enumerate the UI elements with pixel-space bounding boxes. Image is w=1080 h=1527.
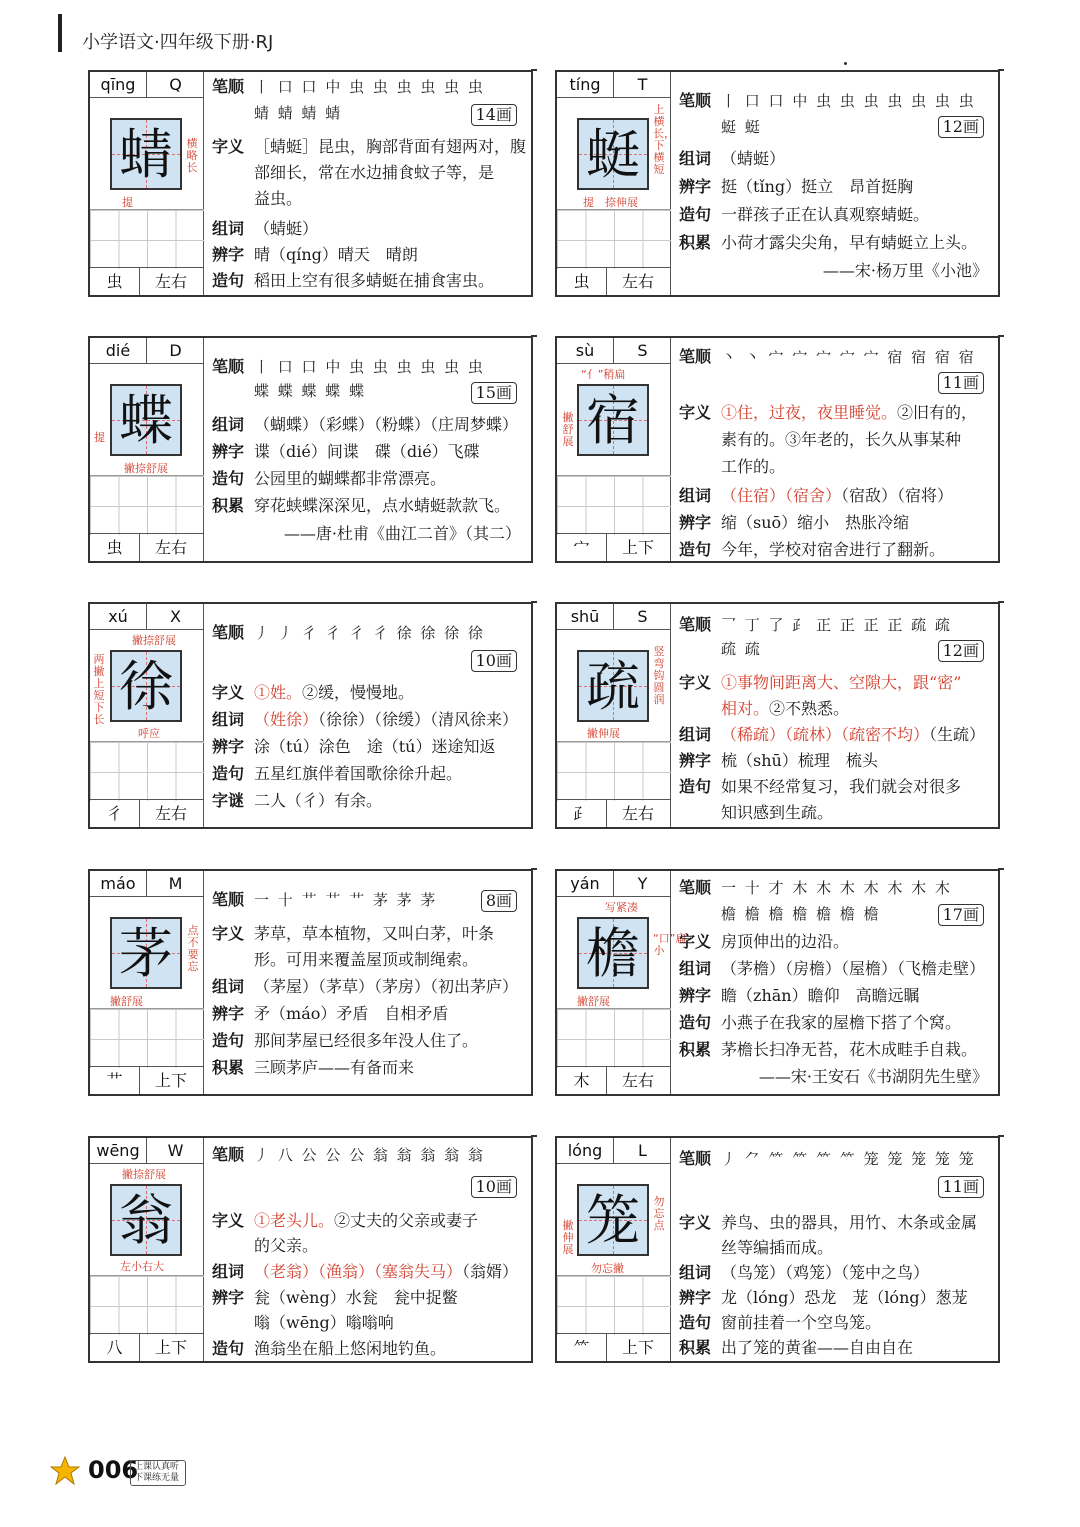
writing-tip: 左小右大 [120, 1260, 164, 1273]
strokes-label: 笔顺 [212, 890, 245, 909]
card-left-panel [557, 871, 687, 1094]
distinguish-label: 辨字 [679, 1288, 712, 1307]
writing-tip: 呼应 [138, 727, 160, 740]
meaning-cont: 益虫。 [254, 189, 303, 208]
character-box [577, 384, 649, 456]
stroke-count: 12画 [938, 640, 984, 662]
card-right-panel [204, 338, 531, 561]
distinguish: 梳（shū）梳理 梳头 [721, 751, 878, 770]
initial-letter: L [638, 1141, 647, 1160]
meaning-label: 字义 [679, 403, 712, 422]
words-label: 组词 [679, 149, 712, 168]
slogan-line: 下课练无量 [134, 1473, 180, 1483]
meaning-label: 字义 [212, 137, 245, 156]
words-label: 组词 [212, 415, 245, 434]
meaning-cont: 工作的。 [721, 457, 786, 476]
practice-grid [557, 209, 671, 269]
stroke-order: 丿 八 公 公 公 翁 翁 翁 翁 翁 [254, 1146, 485, 1164]
character-box [110, 917, 182, 989]
card-right-panel [204, 871, 531, 1094]
words-label: 组词 [679, 486, 712, 505]
words: （鸟笼）（鸡笼）（笼中之鸟） [721, 1263, 930, 1282]
card-right-panel [671, 72, 998, 295]
main-character: 翁 [119, 1189, 173, 1252]
pinyin-row [90, 72, 204, 98]
radical-structure-row [557, 533, 671, 561]
writing-tip: 撇伸展 [587, 727, 620, 740]
char-card-qing [88, 70, 533, 297]
words-highlight: （住宿）（宿舍） [721, 486, 842, 505]
meaning-label: 字义 [212, 683, 245, 702]
distinguish-cont: 嗡（wēng）嗡嗡响 [254, 1313, 394, 1332]
stroke-order: 丨 口 口 中 虫 虫 虫 虫 虫 虫 虫 [721, 92, 976, 110]
stroke-order: 一 十 才 木 木 木 木 木 木 木 [721, 879, 952, 897]
practice-grid [557, 475, 671, 535]
accumulate: 小荷才露尖尖角，早有蜻蜓立上头。 [721, 233, 978, 252]
character-box [110, 384, 182, 456]
radical-structure-row [90, 267, 204, 295]
radical: 木 [557, 1067, 607, 1094]
writing-tip: 撇舒展 [562, 411, 574, 448]
pinyin-row [557, 1138, 671, 1164]
strokes-label: 笔顺 [679, 1149, 712, 1168]
pinyin-row [557, 604, 671, 630]
accumulate-label: 积累 [679, 1338, 712, 1357]
char-card-su [555, 336, 1000, 563]
pinyin-row [90, 338, 204, 364]
words-label: 组词 [679, 725, 712, 744]
radical-structure-row [90, 1066, 204, 1094]
stroke-order-cont: 蜓 蜓 [721, 118, 762, 136]
source: ——宋·杨万里《小池》 [822, 261, 988, 280]
meaning-label: 字义 [679, 932, 712, 951]
distinguish-label: 辨字 [679, 513, 712, 532]
character-box [110, 118, 182, 190]
stroke-count: 15画 [471, 382, 517, 404]
distinguish: 缩（suō）缩小 热胀冷缩 [721, 513, 910, 532]
card-right-panel [671, 1138, 998, 1361]
radical-structure-row [90, 533, 204, 561]
writing-tip: 勿忘撇 [591, 1262, 624, 1275]
sentence: 那间茅屋已经很多年没人住了。 [254, 1031, 479, 1050]
practice-grid [557, 741, 671, 801]
practice-grid [557, 1275, 671, 1335]
writing-tip: 撇伸展 [562, 1219, 574, 1256]
writing-tip: 竖弯钩圆润 [653, 645, 665, 706]
words-label: 组词 [212, 710, 245, 729]
sentence-label: 造句 [679, 540, 712, 559]
meaning-cont: 素有的。③年老的，长久从事某种 [721, 430, 962, 449]
radical-structure-row [557, 1333, 671, 1361]
stroke-order: 一 十 艹 艹 艹 茅 茅 茅 [254, 891, 438, 909]
pinyin: lóng [557, 1138, 614, 1164]
meaning: ②不熟悉。 [769, 699, 850, 718]
meaning-label: 字义 [212, 1211, 245, 1230]
accumulate-label: 积累 [212, 1058, 245, 1077]
strokes-label: 笔顺 [212, 623, 245, 642]
writing-tip: 撇舒展 [110, 995, 143, 1008]
card-right-panel [204, 1138, 531, 1361]
writing-tip: 写紧凑 [605, 901, 638, 914]
radical: 虫 [90, 534, 140, 561]
radical: ⺪ [557, 800, 607, 827]
initial-letter: W [167, 1141, 184, 1160]
stroke-count: 14画 [471, 104, 517, 126]
meaning: ②丈夫的父亲或妻子 [334, 1211, 479, 1230]
distinguish-label: 辨字 [212, 737, 245, 756]
structure: 左右 [621, 804, 654, 823]
distinguish: 矛（máo）矛盾 自相矛盾 [254, 1004, 449, 1023]
writing-tip: 上横长，下横短 [653, 103, 675, 176]
pinyin: sù [557, 338, 614, 364]
writing-tip: 提 [94, 431, 105, 444]
main-character: 檐 [586, 922, 640, 985]
radical: 虫 [90, 268, 140, 295]
words: （生疏） [929, 725, 986, 744]
accumulate: 穿花蛱蝶深深见，点水蜻蜓款款飞。 [254, 496, 511, 515]
char-card-weng [88, 1136, 533, 1363]
stroke-order-cont: 疏 疏 [721, 640, 762, 658]
distinguish: 晴（qíng）晴天 晴朗 [254, 245, 418, 264]
pinyin: máo [90, 871, 147, 897]
character-box [110, 650, 182, 722]
main-character: 茅 [119, 922, 173, 985]
meaning: 茅草，草本植物，又叫白茅，叶条 [254, 924, 495, 943]
distinguish: 瞻（zhān）瞻仰 高瞻远瞩 [721, 986, 920, 1005]
riddle-label: 字谜 [212, 791, 245, 810]
pinyin: dié [90, 338, 147, 364]
pinyin-row [557, 338, 671, 364]
practice-grid [90, 1008, 204, 1068]
words: （徐徐）（徐缓）（清风徐来） [318, 710, 519, 729]
sentence-label: 造句 [679, 777, 712, 796]
initial-letter: Q [169, 75, 182, 94]
distinguish-label: 辨字 [679, 751, 712, 770]
practice-grid [90, 741, 204, 801]
distinguish: 龙（lóng）恐龙 茏（lóng）葱茏 [721, 1288, 968, 1307]
sentence-cont: 知识感到生疏。 [721, 803, 834, 822]
structure: 上下 [154, 1338, 187, 1357]
sentence: 如果不经常复习，我们就会对很多 [721, 777, 962, 796]
stroke-count: 10画 [471, 1176, 517, 1198]
header-bar [58, 14, 62, 52]
riddle: 二人（彳）有余。 [254, 791, 383, 810]
pinyin-row [90, 871, 204, 897]
stroke-count: 17画 [938, 904, 984, 926]
meaning-cont: 的父亲。 [254, 1236, 319, 1255]
practice-grid [90, 209, 204, 269]
radical: 虫 [557, 268, 607, 295]
character-box [577, 1184, 649, 1256]
meaning-highlight: 相对。 [721, 699, 770, 718]
structure: 上下 [621, 538, 654, 557]
strokes-label: 笔顺 [679, 91, 712, 110]
sentence: 稻田上空有很多蜻蜓在捕食害虫。 [254, 271, 495, 290]
main-character: 宿 [586, 389, 640, 452]
radical-structure-row [557, 267, 671, 295]
strokes-label: 笔顺 [212, 1145, 245, 1164]
pinyin: xú [90, 604, 147, 630]
slogan-line: 上课认真听 [134, 1462, 180, 1472]
sentence: 五星红旗伴着国歌徐徐升起。 [254, 764, 463, 783]
card-right-panel [204, 604, 531, 827]
char-card-die [88, 336, 533, 563]
words: （茅屋）（茅草）（茅房）（初出茅庐） [254, 977, 519, 996]
pinyin-row [90, 604, 204, 630]
radical-structure-row [90, 1333, 204, 1361]
writing-tip: 两撇上短下长 [93, 653, 105, 726]
sentence: 公园里的蝴蝶都非常漂亮。 [254, 469, 447, 488]
strokes-label: 笔顺 [679, 878, 712, 897]
card-left-panel [557, 604, 671, 827]
distinguish-label: 辨字 [212, 245, 245, 264]
pinyin: yán [557, 871, 614, 897]
writing-tip: “亻”稍扁 [581, 368, 626, 381]
radical: 宀 [557, 534, 607, 561]
pinyin-row [90, 1138, 204, 1164]
char-card-xu [88, 602, 533, 829]
structure: 左右 [154, 272, 187, 291]
writing-tip: 横略长 [186, 137, 198, 174]
practice-grid [90, 475, 204, 535]
stroke-order: 丿 ⺈ ⺮ ⺮ ⺮ ⺮ 笼 笼 笼 笼 笼 [721, 1150, 976, 1168]
distinguish: 涂（tú）涂色 途（tú）迷途知返 [254, 737, 496, 756]
stroke-order: 丨 口 口 中 虫 虫 虫 虫 虫 虫 [254, 358, 485, 376]
writing-tip: 撇舒展 [577, 995, 610, 1008]
accumulate: 出了笼的黄雀——自由自在 [721, 1338, 914, 1357]
initial-letter: X [170, 607, 181, 626]
meaning: ②缓，慢慢地。 [302, 683, 415, 702]
radical-structure-row [557, 1066, 671, 1094]
distinguish: 挺（tǐng）挺立 昂首挺胸 [721, 177, 914, 196]
strokes-label: 笔顺 [679, 615, 712, 634]
pinyin-row [557, 871, 671, 897]
structure: 左右 [621, 272, 654, 291]
practice-grid [557, 1008, 671, 1068]
dot-mark [844, 62, 847, 65]
card-right-panel [671, 338, 998, 561]
writing-tip: 撇捺舒展 [132, 634, 176, 647]
sentence-label: 造句 [679, 1013, 712, 1032]
sentence-label: 造句 [212, 764, 245, 783]
page-number: 006 [88, 1456, 139, 1484]
structure: 左右 [154, 538, 187, 557]
distinguish-label: 辨字 [212, 1004, 245, 1023]
words: （蜻蜓） [721, 149, 786, 168]
meaning-highlight: ①姓。 [254, 683, 303, 702]
meaning-label: 字义 [679, 673, 712, 692]
character-box [577, 917, 649, 989]
sentence: 一群孩子正在认真观察蜻蜓。 [721, 205, 930, 224]
initial-letter: S [637, 341, 648, 360]
practice-grid [90, 1275, 204, 1335]
structure: 上下 [154, 1071, 187, 1090]
sentence-label: 造句 [212, 1031, 245, 1050]
card-right-panel [671, 871, 998, 1094]
radical: ⺮ [557, 1334, 607, 1361]
accumulate-label: 积累 [679, 233, 712, 252]
strokes-label: 笔顺 [212, 357, 245, 376]
main-character: 蝶 [119, 389, 173, 452]
stroke-order-cont: 蝶 蝶 蝶 蝶 蝶 [254, 382, 367, 400]
card-left-panel [90, 72, 204, 295]
main-character: 疏 [586, 655, 640, 718]
sentence: 今年，学校对宿舍进行了翻新。 [721, 540, 946, 559]
writing-tip: “口”扁小 [653, 932, 687, 957]
sentence-label: 造句 [212, 271, 245, 290]
distinguish-label: 辨字 [679, 177, 712, 196]
character-box [577, 118, 649, 190]
words: （茅檐）（房檐）（屋檐）（飞檐走壁） [721, 959, 986, 978]
accumulate-label: 积累 [212, 496, 245, 515]
structure: 上下 [621, 1338, 654, 1357]
radical-structure-row [90, 799, 204, 827]
char-card-yan [555, 869, 1000, 1096]
stroke-count: 11画 [938, 372, 984, 394]
words-label: 组词 [679, 959, 712, 978]
stroke-count: 12画 [938, 116, 984, 138]
sentence: 小燕子在我家的屋檐下搭了个窝。 [721, 1013, 962, 1032]
writing-tip: 点不要忘 [187, 924, 199, 973]
words: （宿敌）（宿将） [841, 486, 954, 505]
stroke-count: 10画 [471, 650, 517, 672]
stroke-order: 乛 丁 了 ⺪ 正 正 正 正 疏 疏 [721, 616, 952, 634]
meaning: ②旧有的， [897, 403, 978, 422]
star-icon [50, 1456, 80, 1486]
meaning-label: 字义 [212, 924, 245, 943]
stroke-order-cont: 蜻 蜻 蜻 蜻 [254, 104, 343, 122]
distinguish: 瓮（wèng）水瓮 瓮中捉鳖 [254, 1288, 458, 1307]
words-label: 组词 [212, 977, 245, 996]
distinguish-label: 辨字 [212, 442, 245, 461]
page-header-title: 小学语文·四年级下册·RJ [82, 32, 274, 53]
meaning-highlight: ①住，过夜，夜里睡觉。 [721, 403, 898, 422]
pinyin: shū [557, 604, 614, 630]
words-highlight: （稀疏）（疏林）（疏密不均） [721, 725, 930, 744]
meaning: ［蜻蜓］昆虫，胸部背面有翅两对，腹 [254, 137, 527, 156]
stroke-order-cont: 檐 檐 檐 檐 檐 檐 檐 [721, 905, 881, 923]
initial-letter: D [169, 341, 182, 360]
sentence: 渔翁坐在船上悠闲地钓鱼。 [254, 1339, 447, 1358]
words: （蜻蜓） [254, 219, 319, 238]
stroke-count: 11画 [938, 1176, 984, 1198]
stroke-order: 丨 口 口 中 虫 虫 虫 虫 虫 虫 [254, 78, 485, 96]
source: ——唐·杜甫《曲江二首》（其二） [283, 524, 521, 543]
card-left-panel [90, 1138, 204, 1361]
distinguish: 谍（dié）间谍 碟（dié）飞碟 [254, 442, 480, 461]
words-label: 组词 [212, 1262, 245, 1281]
card-right-panel [671, 604, 998, 827]
meaning-cont: 部细长，常在水边捕食蚊子等，是 [254, 163, 495, 182]
structure: 左右 [154, 804, 187, 823]
radical-structure-row [557, 799, 671, 827]
radical: 艹 [90, 1067, 140, 1094]
meaning-label: 字义 [679, 1213, 712, 1232]
meaning-cont: 形。可用来覆盖屋顶或制绳索。 [254, 950, 479, 969]
card-left-panel [557, 338, 671, 561]
card-left-panel [557, 1138, 671, 1361]
main-character: 笼 [586, 1189, 640, 1252]
writing-tip: 勿忘点 [653, 1195, 665, 1232]
writing-tip: 提 [583, 196, 594, 209]
writing-tip: 撇捺舒展 [124, 462, 168, 475]
card-left-panel [90, 338, 204, 561]
distinguish-label: 辨字 [679, 986, 712, 1005]
strokes-label: 笔顺 [212, 77, 245, 96]
card-left-panel [90, 871, 204, 1094]
writing-tip: 捺伸展 [605, 196, 638, 209]
slogan-badge [130, 1460, 186, 1486]
radical: 彳 [90, 800, 140, 827]
char-card-ting [555, 70, 1000, 297]
main-character: 蜓 [586, 123, 640, 186]
character-box [110, 1184, 182, 1256]
sentence-label: 造句 [212, 1339, 245, 1358]
meaning-highlight: ①事物间距离大、空隙大，跟“密” [721, 673, 962, 692]
stroke-count: 8画 [481, 890, 517, 912]
main-character: 徐 [119, 655, 173, 718]
radical: 八 [90, 1334, 140, 1361]
writing-tip: 提 [122, 196, 133, 209]
initial-letter: T [637, 75, 648, 94]
card-left-panel [557, 72, 675, 295]
strokes-label: 笔顺 [679, 347, 712, 366]
distinguish-label: 辨字 [212, 1288, 245, 1307]
stroke-order: 丿 丿 彳 彳 彳 彳 徐 徐 徐 徐 [254, 624, 485, 642]
meaning-highlight: ①老头儿。 [254, 1211, 335, 1230]
pinyin: tíng [557, 72, 614, 98]
pinyin-row [557, 72, 671, 98]
char-card-long [555, 1136, 1000, 1363]
initial-letter: Y [637, 874, 648, 893]
initial-letter: M [168, 874, 183, 893]
words-label: 组词 [679, 1263, 712, 1282]
pinyin: qīng [90, 72, 147, 98]
structure: 左右 [621, 1071, 654, 1090]
char-card-shu [555, 602, 1000, 829]
sentence-label: 造句 [212, 469, 245, 488]
sentence: 窗前挂着一个空鸟笼。 [721, 1313, 882, 1332]
accumulate: 茅檐长扫净无苔，花木成畦手自栽。 [721, 1040, 978, 1059]
sentence-label: 造句 [679, 1313, 712, 1332]
words-label: 组词 [212, 219, 245, 238]
sentence-label: 造句 [679, 205, 712, 224]
accumulate: 三顾茅庐——有备而来 [254, 1058, 415, 1077]
meaning: 房顶伸出的边沿。 [721, 932, 850, 951]
pinyin: wēng [90, 1138, 147, 1164]
source: ——宋·王安石《书湖阴先生壁》 [758, 1067, 988, 1086]
character-box [577, 650, 649, 722]
char-card-mao [88, 869, 533, 1096]
main-character: 蜻 [119, 123, 173, 186]
words-highlight: （老翁）（渔翁）（塞翁失马） [254, 1262, 463, 1281]
meaning: 养鸟、虫的器具，用竹、木条或金属 [721, 1213, 978, 1232]
card-left-panel [90, 604, 204, 827]
stroke-order: 丶 丶 宀 宀 宀 宀 宀 宿 宿 宿 宿 [721, 348, 976, 366]
words-highlight: （姓徐） [254, 710, 319, 729]
accumulate-label: 积累 [679, 1040, 712, 1059]
meaning-cont: 丝等编插而成。 [721, 1238, 834, 1257]
initial-letter: S [637, 607, 648, 626]
words: （翁婿） [462, 1262, 519, 1281]
writing-tip: 撇捺舒展 [122, 1168, 166, 1181]
card-right-panel [204, 72, 531, 295]
words: （蝴蝶）（彩蝶）（粉蝶）（庄周梦蝶） [254, 415, 519, 434]
